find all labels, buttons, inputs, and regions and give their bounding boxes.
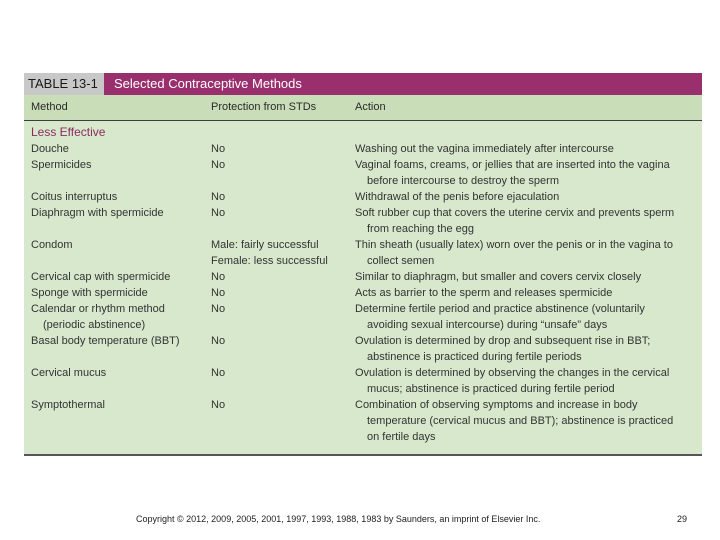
- protection-cell: [211, 141, 225, 157]
- action-cell-line: mucus; abstinence is practiced during fertile period: [367, 383, 615, 395]
- method-cell-line: Cervical mucus: [31, 367, 107, 379]
- table-row: [24, 365, 702, 397]
- table-title-bar: [24, 73, 702, 95]
- action-cell-line: collect semen: [367, 255, 435, 267]
- action-cell-line: Ovulation is determined by drop and subsequent rise in BBT;: [355, 335, 651, 347]
- table-header: [24, 95, 702, 121]
- action-cell: [355, 157, 670, 189]
- method-cell: [31, 333, 180, 349]
- protection-cell: [211, 237, 328, 269]
- method-cell: [31, 365, 106, 381]
- method-cell-line: Coitus interruptus: [31, 191, 118, 203]
- protection-cell: [211, 269, 225, 285]
- action-cell: [355, 237, 673, 269]
- protection-cell-line: No: [211, 335, 226, 347]
- protection-cell-line: No: [211, 399, 226, 411]
- protection-cell-line: No: [211, 143, 226, 155]
- method-cell: [31, 205, 164, 221]
- action-cell: [355, 189, 559, 205]
- method-cell-line: (periodic abstinence): [43, 319, 146, 331]
- table-row: [24, 397, 702, 445]
- table-row: [24, 269, 702, 285]
- action-cell-line: Determine fertile period and practice abstinence (voluntarily: [355, 303, 645, 315]
- table-row: [24, 301, 702, 333]
- method-cell: [31, 285, 148, 301]
- method-cell-line: Condom: [31, 239, 73, 251]
- protection-cell-line: No: [211, 207, 226, 219]
- action-cell: [355, 365, 669, 397]
- protection-cell: [211, 365, 225, 381]
- table-row: [24, 157, 702, 189]
- method-cell-line: Douche: [31, 143, 69, 155]
- table-row: [24, 205, 702, 237]
- protection-cell-line: No: [211, 303, 226, 315]
- table-row: [24, 141, 702, 157]
- action-cell-line: on fertile days: [367, 431, 436, 443]
- protection-cell: [211, 301, 225, 317]
- action-cell-line: Thin sheath (usually latex) worn over the penis or in the vagina to: [355, 239, 673, 251]
- method-cell: [31, 269, 170, 285]
- action-cell: [355, 205, 674, 237]
- header-method: Method: [31, 101, 68, 113]
- method-cell-line: Cervical cap with spermicide: [31, 271, 171, 283]
- protection-cell-line: No: [211, 271, 226, 283]
- method-cell: [31, 397, 105, 413]
- action-cell-line: Soft rubber cup that covers the uterine cervix and prevents sperm: [355, 207, 675, 219]
- method-cell-line: Spermicides: [31, 159, 92, 171]
- action-cell: [355, 269, 641, 285]
- method-cell: [31, 301, 165, 333]
- table-title: Selected Contraceptive Methods: [114, 76, 302, 91]
- protection-cell: [211, 205, 225, 221]
- protection-cell: [211, 285, 225, 301]
- protection-cell: [211, 157, 225, 173]
- method-cell: [31, 237, 73, 253]
- contraceptive-table: [24, 73, 702, 456]
- method-cell: [31, 157, 92, 173]
- table-row: [24, 333, 702, 365]
- protection-cell-line: No: [211, 191, 226, 203]
- protection-cell: [211, 333, 225, 349]
- action-cell-line: Washing out the vagina immediately after intercourse: [355, 143, 614, 155]
- action-cell-line: Acts as barrier to the sperm and releases spermicide: [355, 287, 613, 299]
- protection-cell: [211, 189, 225, 205]
- protection-cell-line: Female: less successful: [211, 255, 328, 267]
- table-row: [24, 237, 702, 269]
- action-cell: [355, 285, 612, 301]
- table-row: [24, 189, 702, 205]
- action-cell-line: Vaginal foams, creams, or jellies that are inserted into the vagina: [355, 159, 670, 171]
- header-protection: Protection from STDs: [211, 101, 317, 113]
- action-cell: [355, 141, 614, 157]
- action-cell: [355, 333, 650, 365]
- section-heading: Less Effective: [31, 125, 106, 139]
- method-cell-line: Diaphragm with spermicide: [31, 207, 164, 219]
- method-cell-line: Symptothermal: [31, 399, 105, 411]
- header-action: Action: [355, 101, 386, 113]
- protection-cell-line: Male: fairly successful: [211, 239, 319, 251]
- method-cell: [31, 141, 69, 157]
- protection-cell: [211, 397, 225, 413]
- action-cell: [355, 397, 673, 445]
- action-cell-line: temperature (cervical mucus and BBT); abstinence is practiced: [367, 415, 674, 427]
- action-cell-line: from reaching the egg: [367, 223, 475, 235]
- action-cell-line: avoiding sexual intercourse) during “unsafe” days: [367, 319, 608, 331]
- action-cell-line: before intercourse to destroy the sperm: [367, 175, 559, 187]
- method-cell-line: Basal body temperature (BBT): [31, 335, 180, 347]
- action-cell-line: Ovulation is determined by observing the changes in the cervical: [355, 367, 670, 379]
- action-cell-line: Similar to diaphragm, but smaller and covers cervix closely: [355, 271, 642, 283]
- page-number: 29: [677, 514, 688, 524]
- action-cell: [355, 301, 645, 333]
- method-cell-line: Sponge with spermicide: [31, 287, 148, 299]
- protection-cell-line: No: [211, 159, 226, 171]
- method-cell: [31, 189, 117, 205]
- table-bottom-rule: [24, 454, 702, 456]
- method-cell-line: Calendar or rhythm method: [31, 303, 165, 315]
- table-number: TABLE 13-1: [24, 73, 104, 95]
- table-row: [24, 285, 702, 301]
- copyright-notice: Copyright © 2012, 2009, 2005, 2001, 1997, 1993, 1988, 1983 by Saunders, an imprint of Elsevier Inc.: [136, 514, 541, 524]
- action-cell-line: Withdrawal of the penis before ejaculation: [355, 191, 560, 203]
- action-cell-line: Combination of observing symptoms and increase in body: [355, 399, 638, 411]
- protection-cell-line: No: [211, 367, 226, 379]
- action-cell-line: abstinence is practiced during fertile periods: [367, 351, 582, 363]
- protection-cell-line: No: [211, 287, 226, 299]
